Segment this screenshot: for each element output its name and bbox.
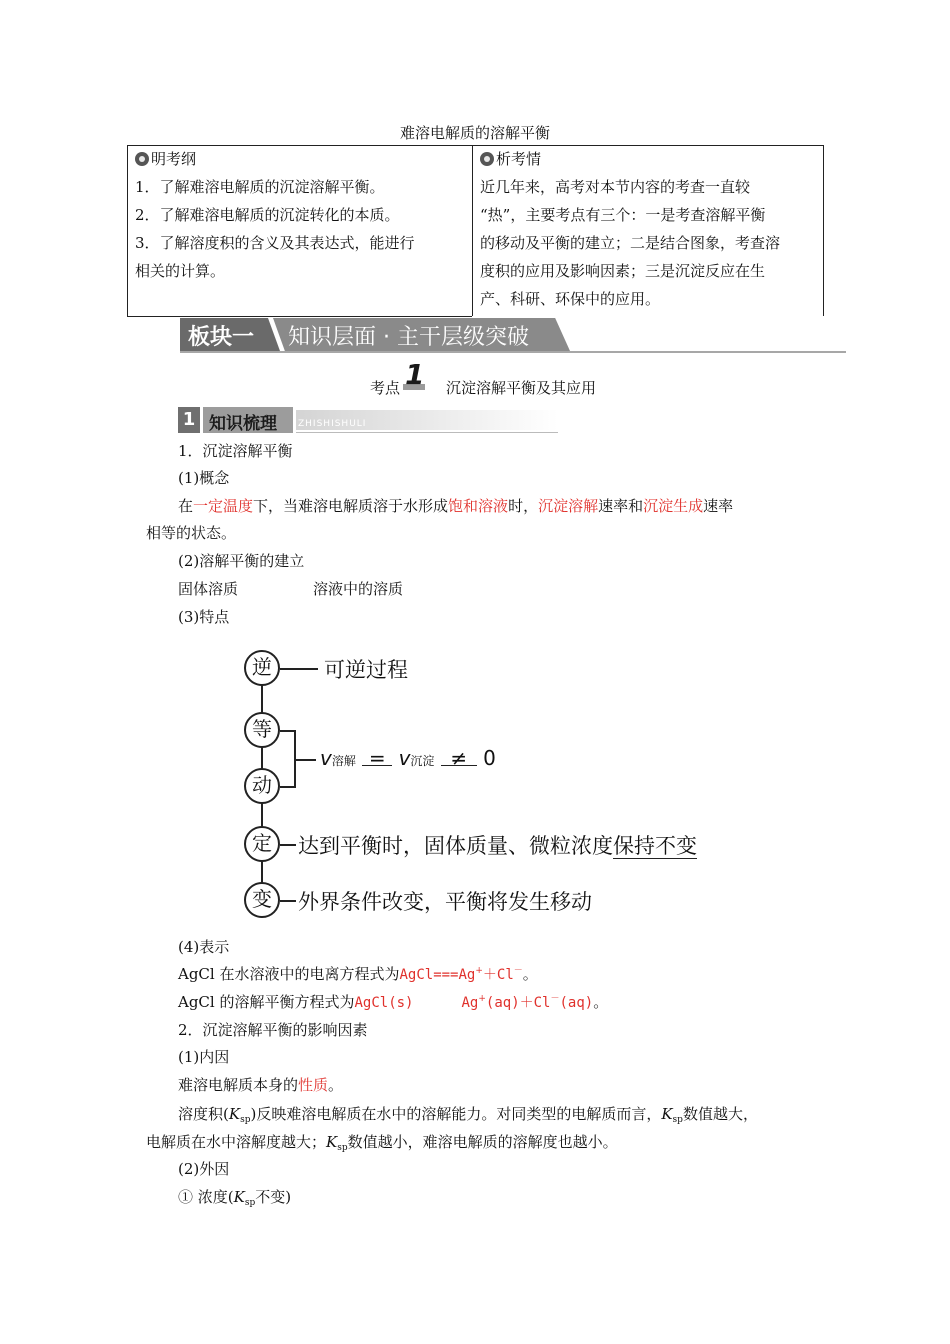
analysis-line: 的移动及平衡的建立；二是结合图象，考查溶 bbox=[480, 234, 781, 252]
section-underline bbox=[296, 432, 558, 433]
analysis-heading-text: 析考情 bbox=[496, 150, 542, 168]
analysis-line: 度积的应用及影响因素；三是沉淀反应在生 bbox=[480, 262, 766, 280]
analysis-line: “热”，主要考点有三个：一是考查溶解平衡 bbox=[480, 206, 766, 224]
banner-title: 知识层面 · 主干层级突破 bbox=[288, 325, 529, 350]
circle-dynamic: 动 bbox=[244, 768, 280, 804]
subheading-features: (3)特点 bbox=[178, 608, 230, 626]
circle-fixed: 定 bbox=[244, 826, 280, 862]
outline-heading-text: 明考纲 bbox=[151, 150, 197, 168]
page-title: 难溶电解质的溶解平衡 bbox=[399, 124, 550, 142]
section-banner bbox=[180, 318, 846, 352]
banner-block-label: 板块一 bbox=[188, 325, 255, 350]
features-diagram bbox=[240, 648, 760, 928]
connector bbox=[280, 668, 318, 670]
topic-title: 沉淀溶解平衡及其应用 bbox=[446, 379, 597, 397]
outline-item: 相关的计算。 bbox=[135, 262, 226, 280]
rate-equation: v溶解 = v沉淀 ≠ 0 bbox=[320, 746, 496, 770]
answer-text: 一定温度 bbox=[193, 497, 254, 515]
blank-not-equal: ≠ bbox=[441, 751, 477, 766]
subheading-internal: (1)内因 bbox=[178, 1048, 230, 1066]
subheading-concept: (1)概念 bbox=[178, 469, 230, 487]
subheading-establish: (2)溶解平衡的建立 bbox=[178, 552, 305, 570]
heading-2: 2．沉淀溶解平衡的影响因素 bbox=[178, 1021, 368, 1039]
ksp-paragraph-cont: 电解质在水中溶解度越大；$K_{sp}$数值越小，难溶电解质的溶解度也越小。 bbox=[146, 1133, 618, 1153]
analysis-heading bbox=[480, 148, 541, 169]
dissolved-solute: 溶液中的溶质 bbox=[313, 580, 404, 598]
table-border-left bbox=[127, 146, 128, 316]
ionization-equation: AgCl 在水溶液中的电离方程式为AgCl===Ag+＋Cl－。 bbox=[178, 965, 538, 983]
table-border-bottom bbox=[127, 316, 472, 317]
answer-text: 沉淀生成 bbox=[643, 497, 704, 515]
circle-equal: 等 bbox=[244, 712, 280, 748]
subheading-representation: (4)表示 bbox=[178, 938, 230, 956]
circle-reversible: 逆 bbox=[244, 650, 280, 686]
ksp-paragraph: 溶度积$(K_{sp})$反映难溶电解质在水中的溶解能力。对同类型的电解质而言，$K_{sp}$数值越大， bbox=[178, 1105, 758, 1125]
outline-item: 1．了解难溶电解质的沉淀溶解平衡。 bbox=[135, 178, 385, 196]
bullet-icon bbox=[135, 152, 149, 166]
section-header bbox=[178, 407, 558, 433]
feature-reversible: 可逆过程 bbox=[324, 658, 408, 682]
answer-text: 饱和溶液 bbox=[448, 497, 509, 515]
topic-label: 考点 bbox=[370, 379, 401, 397]
analysis-line: 近几年来，高考对本节内容的考查一直较 bbox=[480, 178, 751, 196]
topic-number-badge bbox=[403, 358, 429, 391]
outline-item: 3．了解溶度积的含义及其表达式，能进行 bbox=[135, 234, 415, 252]
connector bbox=[280, 844, 296, 846]
feature-fixed: 达到平衡时，固体质量、微粒浓度保持不变 bbox=[298, 834, 697, 858]
table-divider bbox=[472, 146, 473, 316]
banner-rule bbox=[180, 351, 846, 353]
dissolution-equation: AgCl 的溶解平衡方程式为AgCl(s) Ag+(aq)＋Cl－(aq)。 bbox=[178, 993, 609, 1011]
concept-paragraph: 在一定温度下，当难溶电解质溶于水形成饱和溶液时，沉淀溶解速率和沉淀生成速率 bbox=[178, 497, 734, 515]
solid-solute: 固体溶质 bbox=[178, 580, 239, 598]
concentration-item: ① 浓度($K_{sp}$不变) bbox=[178, 1188, 292, 1208]
exam-outline-table bbox=[127, 145, 824, 316]
answer-text: 性质 bbox=[298, 1076, 329, 1094]
blank-unchanged: 保持不变 bbox=[613, 834, 697, 858]
bullet-icon bbox=[480, 152, 494, 166]
connector bbox=[280, 900, 296, 902]
table-border-right bbox=[823, 146, 824, 316]
outline-heading bbox=[135, 148, 196, 169]
blank-equal: = bbox=[362, 751, 392, 766]
heading-1: 1．沉淀溶解平衡 bbox=[178, 442, 293, 460]
bracket-connector bbox=[294, 759, 316, 761]
section-number: 1 bbox=[178, 407, 200, 433]
section-label: 知识梳理 bbox=[209, 414, 277, 434]
analysis-line: 产、科研、环保中的应用。 bbox=[480, 290, 661, 308]
feature-change: 外界条件改变，平衡将发生移动 bbox=[298, 890, 592, 914]
concept-paragraph-cont: 相等的状态。 bbox=[146, 524, 237, 542]
section-pinyin: ZHISHISHULI bbox=[298, 419, 367, 429]
answer-text: 沉淀溶解 bbox=[538, 497, 599, 515]
subheading-external: (2)外因 bbox=[178, 1160, 230, 1178]
internal-paragraph: 难溶电解质本身的性质。 bbox=[178, 1076, 344, 1094]
circle-change: 变 bbox=[244, 882, 280, 918]
outline-item: 2．了解难溶电解质的沉淀转化的本质。 bbox=[135, 206, 400, 224]
topic-number: 1 bbox=[405, 358, 425, 391]
